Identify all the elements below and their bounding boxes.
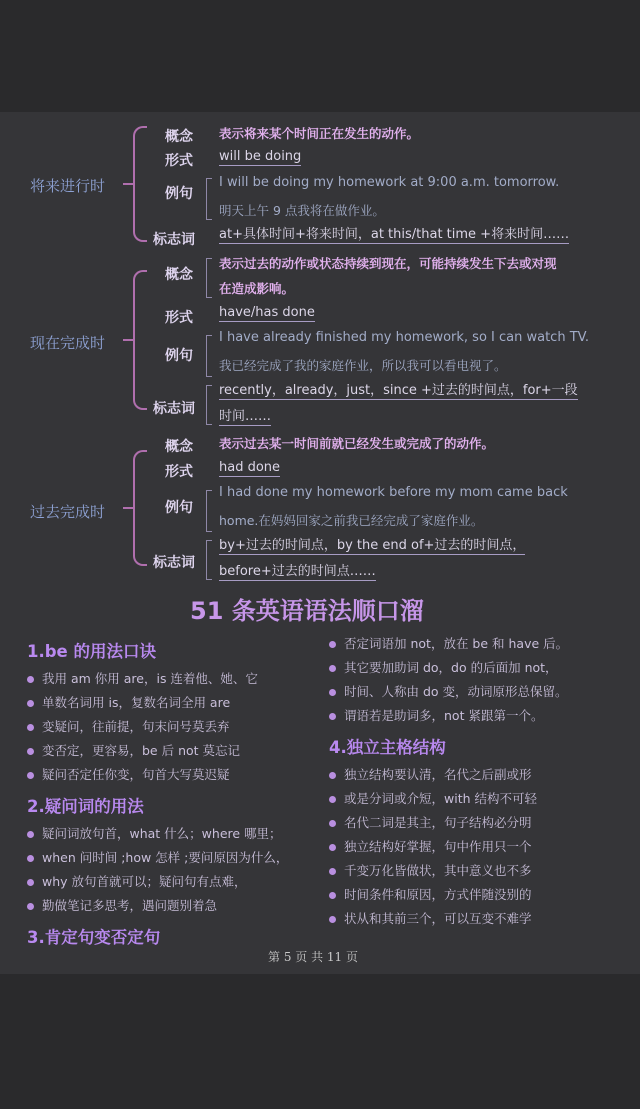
label-marker: 标志词 [153, 401, 195, 417]
list-item: 单数名词用 is，复数名词全用 are [27, 693, 230, 711]
list-item: 变否定，更容易，be 后 not 莫忘记 [27, 741, 240, 759]
bracket [133, 450, 147, 566]
bracket [133, 126, 147, 242]
sub-bracket [206, 490, 212, 532]
example-english: I have already finished my homework, so I can watch TV. [219, 330, 589, 345]
bullet-icon [27, 676, 34, 683]
list-item: why 放句首就可以；疑问句有点难， [27, 872, 247, 890]
page-number: 第 5 页 共 11 页 [268, 950, 358, 964]
list-item: 千变万化皆做状，其中意义也不多 [329, 861, 532, 879]
marker-text-line1: by+过去的时间点，by the end of+过去的时间点， [219, 538, 526, 553]
label-example: 例句 [165, 186, 193, 202]
section-title-1: 1.be 的用法口诀 [27, 642, 156, 661]
bullet-icon [329, 844, 336, 851]
concept-text-line2: 在造成影响。 [219, 281, 295, 296]
sub-bracket [206, 540, 212, 580]
bullet-icon [27, 831, 34, 838]
section-title-3: 3.肯定句变否定句 [27, 928, 161, 947]
label-concept: 概念 [165, 267, 193, 283]
list-item: 疑问否定任你变，句首大写莫迟疑 [27, 765, 230, 783]
example-english-line2: home.在妈妈回家之前我已经完成了家庭作业。 [219, 513, 484, 528]
form-text: have/has done [219, 305, 315, 320]
bullet-icon [27, 724, 34, 731]
bullet-icon [329, 713, 336, 720]
list-item: 或是分词或介短，with 结构不可轻 [329, 789, 537, 807]
bullet-icon [27, 700, 34, 707]
label-marker: 标志词 [153, 555, 195, 571]
label-concept: 概念 [165, 129, 193, 145]
bullet-icon [329, 820, 336, 827]
bullet-icon [329, 796, 336, 803]
list-item: 我用 am 你用 are，is 连着他、她、它 [27, 669, 258, 687]
list-item: 变疑问，往前提，句末问号莫丢弃 [27, 717, 230, 735]
list-item: 时间、人称由 do 变，动词原形总保留。 [329, 682, 568, 700]
form-text: will be doing [219, 149, 302, 164]
section-title-4: 4.独立主格结构 [329, 738, 446, 757]
list-item: 状从和其前三个，可以互变不难学 [329, 909, 532, 927]
concept-text-line1: 表示过去的动作或状态持续到现在，可能持续发生下去或对现 [219, 256, 557, 271]
bullet-icon [27, 903, 34, 910]
concept-text: 表示过去某一时间前就已经发生或完成了的动作。 [219, 436, 495, 451]
marker-text-line2: 时间…… [219, 409, 272, 424]
sub-bracket [206, 178, 212, 220]
list-item: 独立结构要认清，名代之后副或形 [329, 765, 532, 783]
bullet-icon [329, 689, 336, 696]
marker-text-line1: recently，already，just，since +过去的时间点，for+一段 [219, 383, 578, 398]
marker-text: at+具体时间+将来时间，at this/that time +将来时间…… [219, 227, 570, 242]
example-chinese: 我已经完成了我的家庭作业，所以我可以看电视了。 [219, 358, 507, 373]
example-english-line1: I had done my homework before my mom came back [219, 485, 568, 500]
example-english: I will be doing my homework at 9:00 a.m. tomorrow. [219, 175, 560, 190]
tense-title-present-perfect: 现在完成时 [30, 334, 106, 352]
label-example: 例句 [165, 348, 193, 364]
section-title-2: 2.疑问词的用法 [27, 797, 144, 816]
bullet-icon [329, 665, 336, 672]
main-title: 51 条英语语法顺口溜 [190, 597, 424, 625]
bullet-icon [329, 641, 336, 648]
list-item: 谓语若是助词多，not 紧跟第一个。 [329, 706, 543, 724]
sub-bracket [206, 258, 212, 298]
bullet-icon [27, 748, 34, 755]
list-item: when 问时间 ;how 怎样 ;要问原因为什么， [27, 848, 288, 866]
list-item: 疑问词放句首，what 什么；where 哪里； [27, 824, 282, 842]
label-example: 例句 [165, 500, 193, 516]
bullet-icon [27, 772, 34, 779]
list-item: 否定词语加 not，放在 be 和 have 后。 [329, 634, 568, 652]
list-item: 其它要加助词 do，do 的后面加 not， [329, 658, 558, 676]
tense-title-future-continuous: 将来进行时 [30, 177, 106, 195]
label-concept: 概念 [165, 439, 193, 455]
label-form: 形式 [165, 464, 193, 480]
bullet-icon [329, 772, 336, 779]
list-item: 名代二词是其主，句子结构必分明 [329, 813, 532, 831]
concept-text: 表示将来某个时间正在发生的动作。 [219, 126, 420, 141]
example-chinese: 明天上午 9 点我将在做作业。 [219, 203, 385, 218]
bullet-icon [329, 892, 336, 899]
bullet-icon [329, 916, 336, 923]
form-text: had done [219, 460, 281, 475]
bullet-icon [27, 879, 34, 886]
marker-text-line2: before+过去的时间点…… [219, 564, 376, 579]
list-item: 时间条件和原因，方式伴随没别的 [329, 885, 532, 903]
bullet-icon [329, 868, 336, 875]
label-marker: 标志词 [153, 232, 195, 248]
label-form: 形式 [165, 310, 193, 326]
tense-title-past-perfect: 过去完成时 [30, 503, 106, 521]
sub-bracket [206, 385, 212, 425]
sub-bracket [206, 335, 212, 377]
list-item: 勤做笔记多思考，遇问题别着急 [27, 896, 217, 914]
bracket [133, 270, 147, 410]
list-item: 独立结构好掌握，句中作用只一个 [329, 837, 532, 855]
bullet-icon [27, 855, 34, 862]
label-form: 形式 [165, 153, 193, 169]
